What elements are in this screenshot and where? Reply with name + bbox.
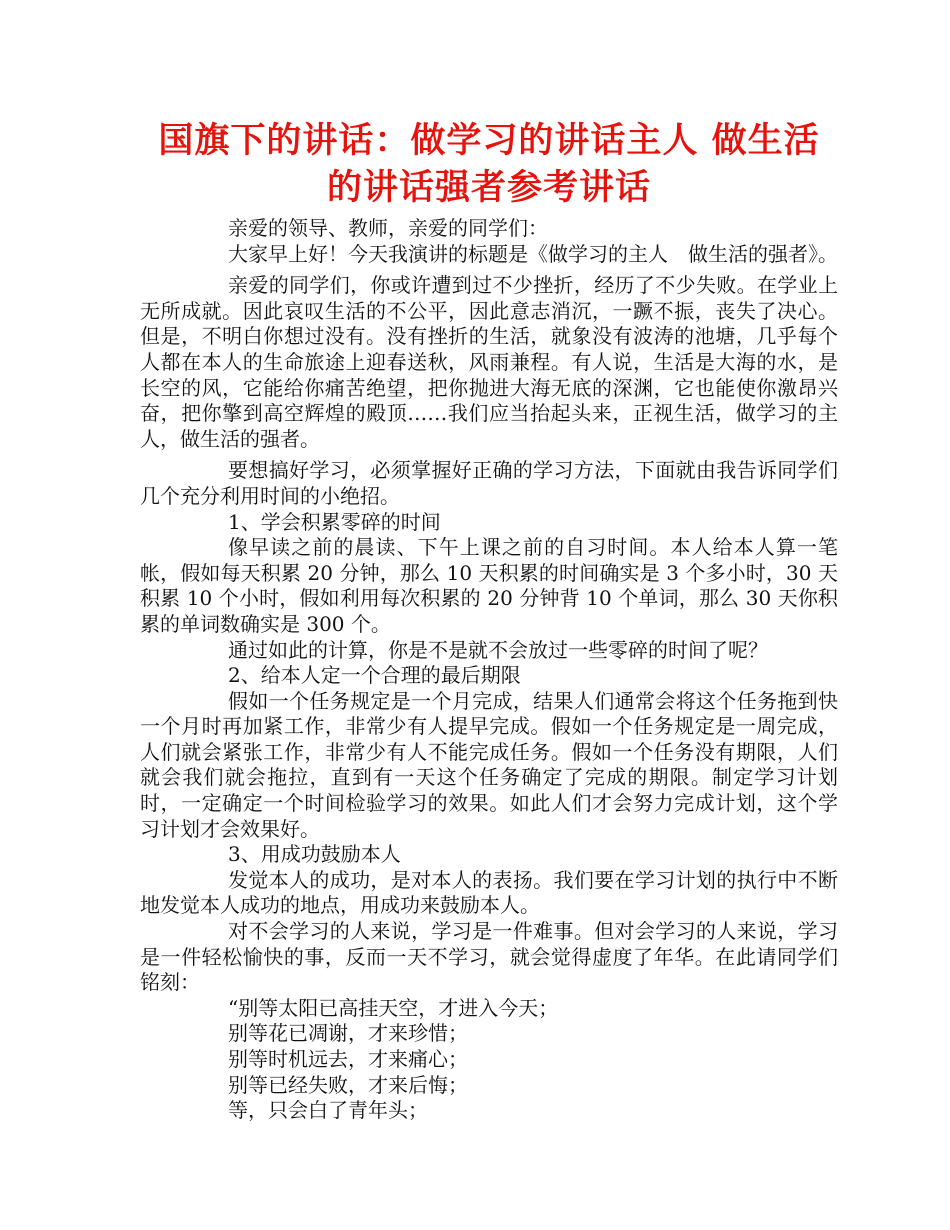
verse-line: 别等花已凋谢，才来珍惜； (228, 1021, 468, 1046)
verse-line: 别等时机远去，才来痛心； (228, 1047, 468, 1071)
body-paragraph: 要想搞好学习，必须掌握好正确的学习方法，下面就由我告诉同学们几个充分利用时间的小绝招。 (140, 458, 838, 508)
verse-line: 等，只会白了青年头； (228, 1098, 428, 1123)
body-paragraph: 亲爱的同学们，你或许遭到过不少挫折，经历了不少失败。在学业上无所成就。因此哀叹生活的不公平，因此意志消沉，一蹶不振，丧失了决心。但是，不明白你想过没有。没有挫折的生活，就象没有波涛的池塘，几乎每个人都在本人的生命旅途上迎春送秋，风雨兼程。有人说，生活是大海的水，是长空的风，它能给你痛苦绝望，把你抛进大海无底的深渊，它也能使你激昂兴奋，把你擎到高空辉煌的殿顶……我们应当抬起头来，正视生活，做学习的主人，做生活的强者。 (140, 273, 838, 451)
body-paragraph: 像早读之前的晨读、下午上课之前的自习时间。本人给本人算一笔帐，假如每天积累 20 分钟，那么 10 天积累的时间确实是 3 个多小时，30 天积累 10 个小时，假如利用每次积累的 20 分钟背 10 个单词，那么 30 天你积累的单词数确实是 300 个。 (140, 535, 838, 636)
title-line-2: 的讲话强者参考讲话 (326, 168, 651, 208)
body-paragraph: 对不会学习的人来说，学习是一件难事。但对会学习的人来说，学习是一件轻松愉快的事，反而一天不学习，就会觉得虚度了年华。在此请同学们铭刻： (140, 919, 838, 995)
document-title (140, 118, 838, 212)
verse-line: “别等太阳已高挂天空，才进入今天； (228, 995, 559, 1020)
section-heading-2: 2、给本人定一个合理的最后期限 (228, 663, 521, 688)
body-paragraph: 假如一个任务规定是一个月完成，结果人们通常会将这个任务拖到快一个月时再加紧工作，非常少有人提早完成。假如一个任务规定是一周完成，人们就会紧张工作，非常少有人不能完成任务。假如一个任务没有期限，人们就会我们就会拖拉，直到有一天这个任务确定了完成的期限。制定学习计划时，一定确定一个时间检验学习的效果。如此人们才会努力完成计划，这个学习计划才会效果好。 (140, 688, 838, 841)
document-body (140, 216, 838, 1124)
title-line-1: 国旗下的讲话：做学习的讲话主人 做生活 (158, 121, 820, 161)
verse-line: 别等已经失败，才来后悔； (228, 1072, 468, 1097)
body-paragraph: 通过如此的计算，你是不是就不会放过一些零碎的时间了呢？ (228, 637, 768, 662)
section-heading-3: 3、用成功鼓励本人 (228, 842, 401, 867)
greeting-paragraph: 大家早上好！今天我演讲的标题是《做学习的主人 做生活的强者》。 (228, 241, 838, 266)
section-heading-1: 1、学会积累零碎的时间 (228, 509, 441, 534)
body-paragraph: 发觉本人的成功，是对本人的表扬。我们要在学习计划的执行中不断地发觉本人成功的地点，用成功来鼓励本人。 (140, 867, 838, 918)
salutation: 亲爱的领导、教师，亲爱的同学们： (228, 216, 548, 240)
